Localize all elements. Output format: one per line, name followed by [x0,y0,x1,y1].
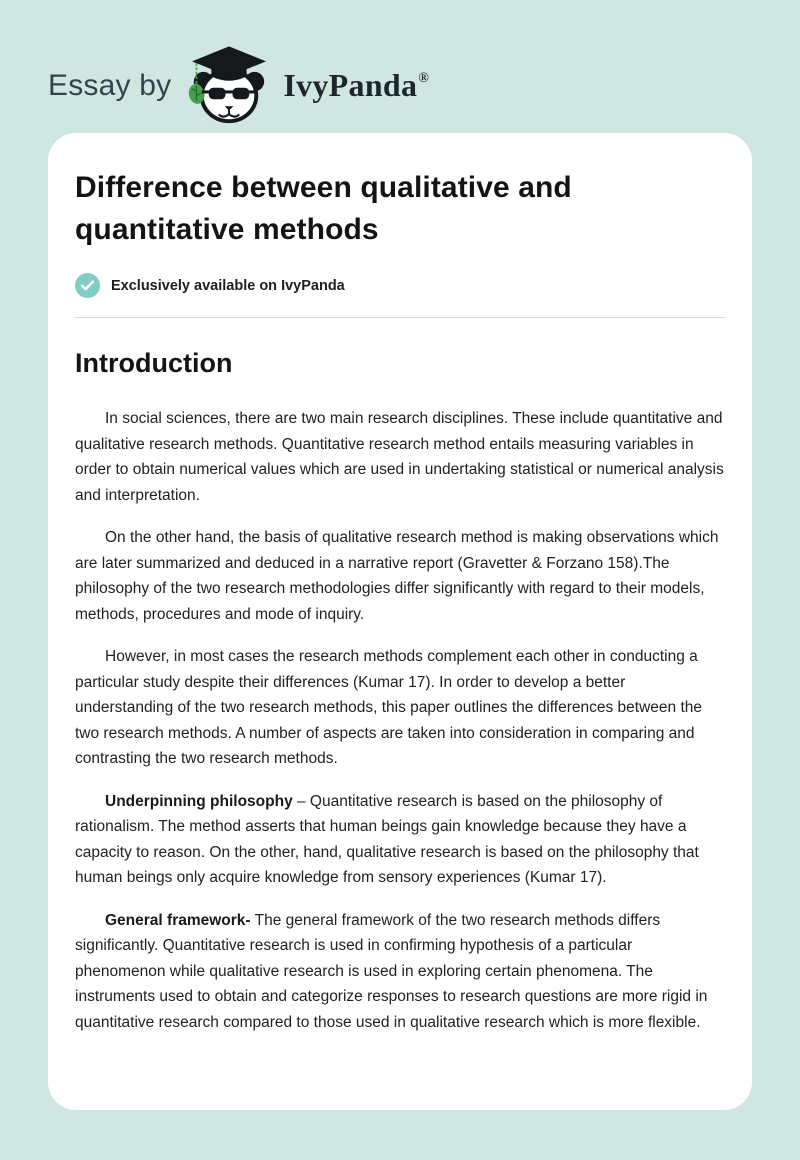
paragraph-4 [75,789,725,891]
essay-card [48,133,752,1110]
paragraph-4-lead: Underpinning philosophy [105,792,293,810]
paragraph-4-text: – Quantitative research is based on the philosophy of rationalism. The method asserts that human beings gain knowledge because they have a capacity to reason. On the other, hand, qualitative research is based on the philosophy that human beings only acquire knowledge from sensory experiences (Kumar 17). [75,792,699,886]
paragraph-3 [75,644,725,772]
paragraph-2 [75,525,725,627]
exclusive-label: Exclusively available on IvyPanda [111,277,345,294]
divider [75,317,725,318]
site-header [0,0,800,133]
paragraph-3-text: However, in most cases the research methods complement each other in conducting a particular study despite their differences (Kumar 17). In order to develop a better understanding of the two research methods, this paper outlines the differences between the two research methods. A number of aspects are taken into consideration in comparing and contrasting the two research methods. [75,648,703,767]
brand-text: IvyPanda [283,67,418,103]
paragraph-1-text: In social sciences, there are two main research disciplines. These include quantitative and qualitative research methods. Quantitative research method entails measuring variables in order to obtain numerical values which are used in undertaking statistical or numerical analysis and interpretation. [75,410,724,504]
paragraph-5 [75,908,725,1036]
essay-by-label: Essay by [48,68,172,102]
registered-mark: ® [418,71,430,86]
article-title: Difference between qualitative and quantitative methods [75,171,572,246]
section-heading-introduction: Introduction [75,348,233,378]
paragraph-5-lead: General framework- [105,911,251,929]
paragraph-1 [75,406,725,508]
brand-name [283,67,429,104]
exclusive-badge-row [75,273,725,298]
check-icon [75,273,100,298]
paragraph-2-text: On the other hand, the basis of qualitative research method is making observations which are later summarized and deduced in a narrative report (Gravetter & Forzano 158).The philosophy of the two research methodologies differ significantly with regard to their models, methods, procedures and mode of inquiry. [75,529,719,623]
paragraph-5-text: The general framework of the two research methods differs significantly. Quantitative research is used in confirming hypothesis of a particular phenomenon while qualitative research is used in exploring certain phenomena. The instruments used to obtain and categorize responses to research questions are more rigid in quantitative research compared to those used in qualitative research which is more flexible. [75,911,708,1031]
panda-graduate-icon [185,44,273,128]
essay-body [75,406,725,1035]
